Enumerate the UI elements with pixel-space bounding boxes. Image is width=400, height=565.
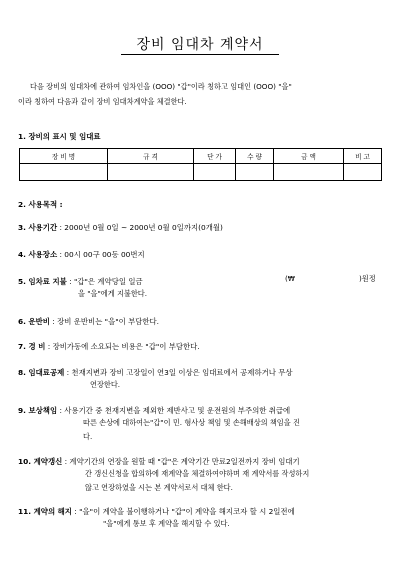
header-cell: 장 비 명: [20, 149, 108, 164]
won-open: (₩: [285, 274, 295, 283]
table-cell: [108, 164, 194, 181]
section-6-text: : 장비 운반비는 "을"이 부담한다.: [52, 317, 160, 326]
section-2: [18, 199, 63, 210]
table-cell: [20, 164, 108, 181]
section-9-line-3: 다.: [83, 432, 93, 441]
section-10-line-2: 간 갱신신청을 합의하에 재계약을 체결하여야하며 재 계약서를 작성하지: [85, 469, 310, 478]
table-cell: [194, 164, 236, 181]
section-10-label: 10. 계약갱신: [18, 457, 63, 466]
page-title: 장비 임대차 계약서: [136, 37, 264, 53]
section-1-label: 1. 장비의 표시 및 임대료: [18, 132, 101, 141]
section-10-line-3: 않고 연장하였을 시는 본 계약서로서 대체 한다.: [85, 483, 233, 492]
section-8: [18, 367, 293, 378]
section-3-text: : 2000년 0월 0일 ~ 2000년 0월 0일까지(0개월): [59, 223, 223, 232]
section-5-line-1: : "갑"은 계약당일 일금: [69, 277, 143, 286]
equipment-table: [19, 148, 382, 181]
section-9-line-2: 따른 손상에 대하여는"갑"이 민. 형사상 책임 및 손해배상의 책임을 진: [83, 418, 300, 427]
section-5-line-2: 을 "을"에게 지불한다.: [78, 289, 148, 298]
section-11-line-1: : "을"이 계약을 불이행하거나 "갑"이 계약을 해지코자 할 시 2일전에: [74, 507, 295, 516]
section-3: [18, 222, 223, 233]
section-7-text: : 장비가동에 소요되는 비용은 "갑"이 부담한다.: [47, 342, 200, 351]
section-9: [18, 405, 290, 416]
header-cell: 규 격: [108, 149, 194, 164]
section-5-label: 5. 임차료 지불: [18, 277, 67, 286]
section-10-line-1: : 계약기간의 연장을 원할 때 "갑"은 계약기간 만료2일전까지 장비 임대기: [64, 457, 300, 466]
table-row: [20, 164, 382, 181]
table-cell: [274, 164, 344, 181]
section-9-line-1: : 사용기간 중 천재지변을 제외한 제반사고 및 운전원의 부주의한 취급에: [59, 406, 291, 415]
section-3-label: 3. 사용기간: [18, 223, 58, 232]
section-7: [18, 341, 200, 352]
header-cell: 금 액: [274, 149, 344, 164]
header-cell: 단 가: [194, 149, 236, 164]
intro-line-1: 다음 장비의 임대차에 관하여 임차인을 (OOO) "갑"이라 칭하고 임대인 (OOO) "을": [30, 82, 292, 91]
section-2-label: 2. 사용목적 :: [18, 200, 63, 209]
section-8-line-2: 연장한다.: [90, 380, 121, 389]
section-10: [18, 456, 300, 467]
section-11-label: 11. 계약의 해지: [18, 507, 72, 516]
section-5: [18, 276, 143, 287]
section-6: [18, 316, 159, 327]
intro-line-2: 이라 칭하여 다음과 같이 장비 임대차계약을 체결한다.: [18, 97, 187, 106]
section-4-label: 4. 사용장소: [18, 250, 58, 259]
header-cell: 수 량: [236, 149, 274, 164]
section-4: [18, 249, 145, 260]
section-8-line-1: : 천재지변과 장비 고장일이 연3일 이상은 임대료에서 공제하거나 무상: [66, 368, 293, 377]
section-8-label: 8. 임대료공제: [18, 368, 65, 377]
title-underline: [121, 54, 279, 55]
section-11-line-2: "을"에게 통보 후 계약을 해지할 수 있다.: [103, 519, 230, 528]
table-header-row: [20, 149, 382, 164]
table-cell: [344, 164, 382, 181]
section-4-text: : 00시 00구 00동 00번지: [59, 250, 145, 259]
table-cell: [236, 164, 274, 181]
section-7-label: 7. 경 비: [18, 342, 46, 351]
won-close: )원정: [359, 274, 376, 283]
section-1-title: [18, 131, 101, 142]
section-6-label: 6. 운반비: [18, 317, 50, 326]
header-cell: 비 고: [344, 149, 382, 164]
section-9-label: 9. 보상책임: [18, 406, 58, 415]
section-11: [18, 506, 295, 517]
intro-paragraph: [18, 79, 382, 109]
